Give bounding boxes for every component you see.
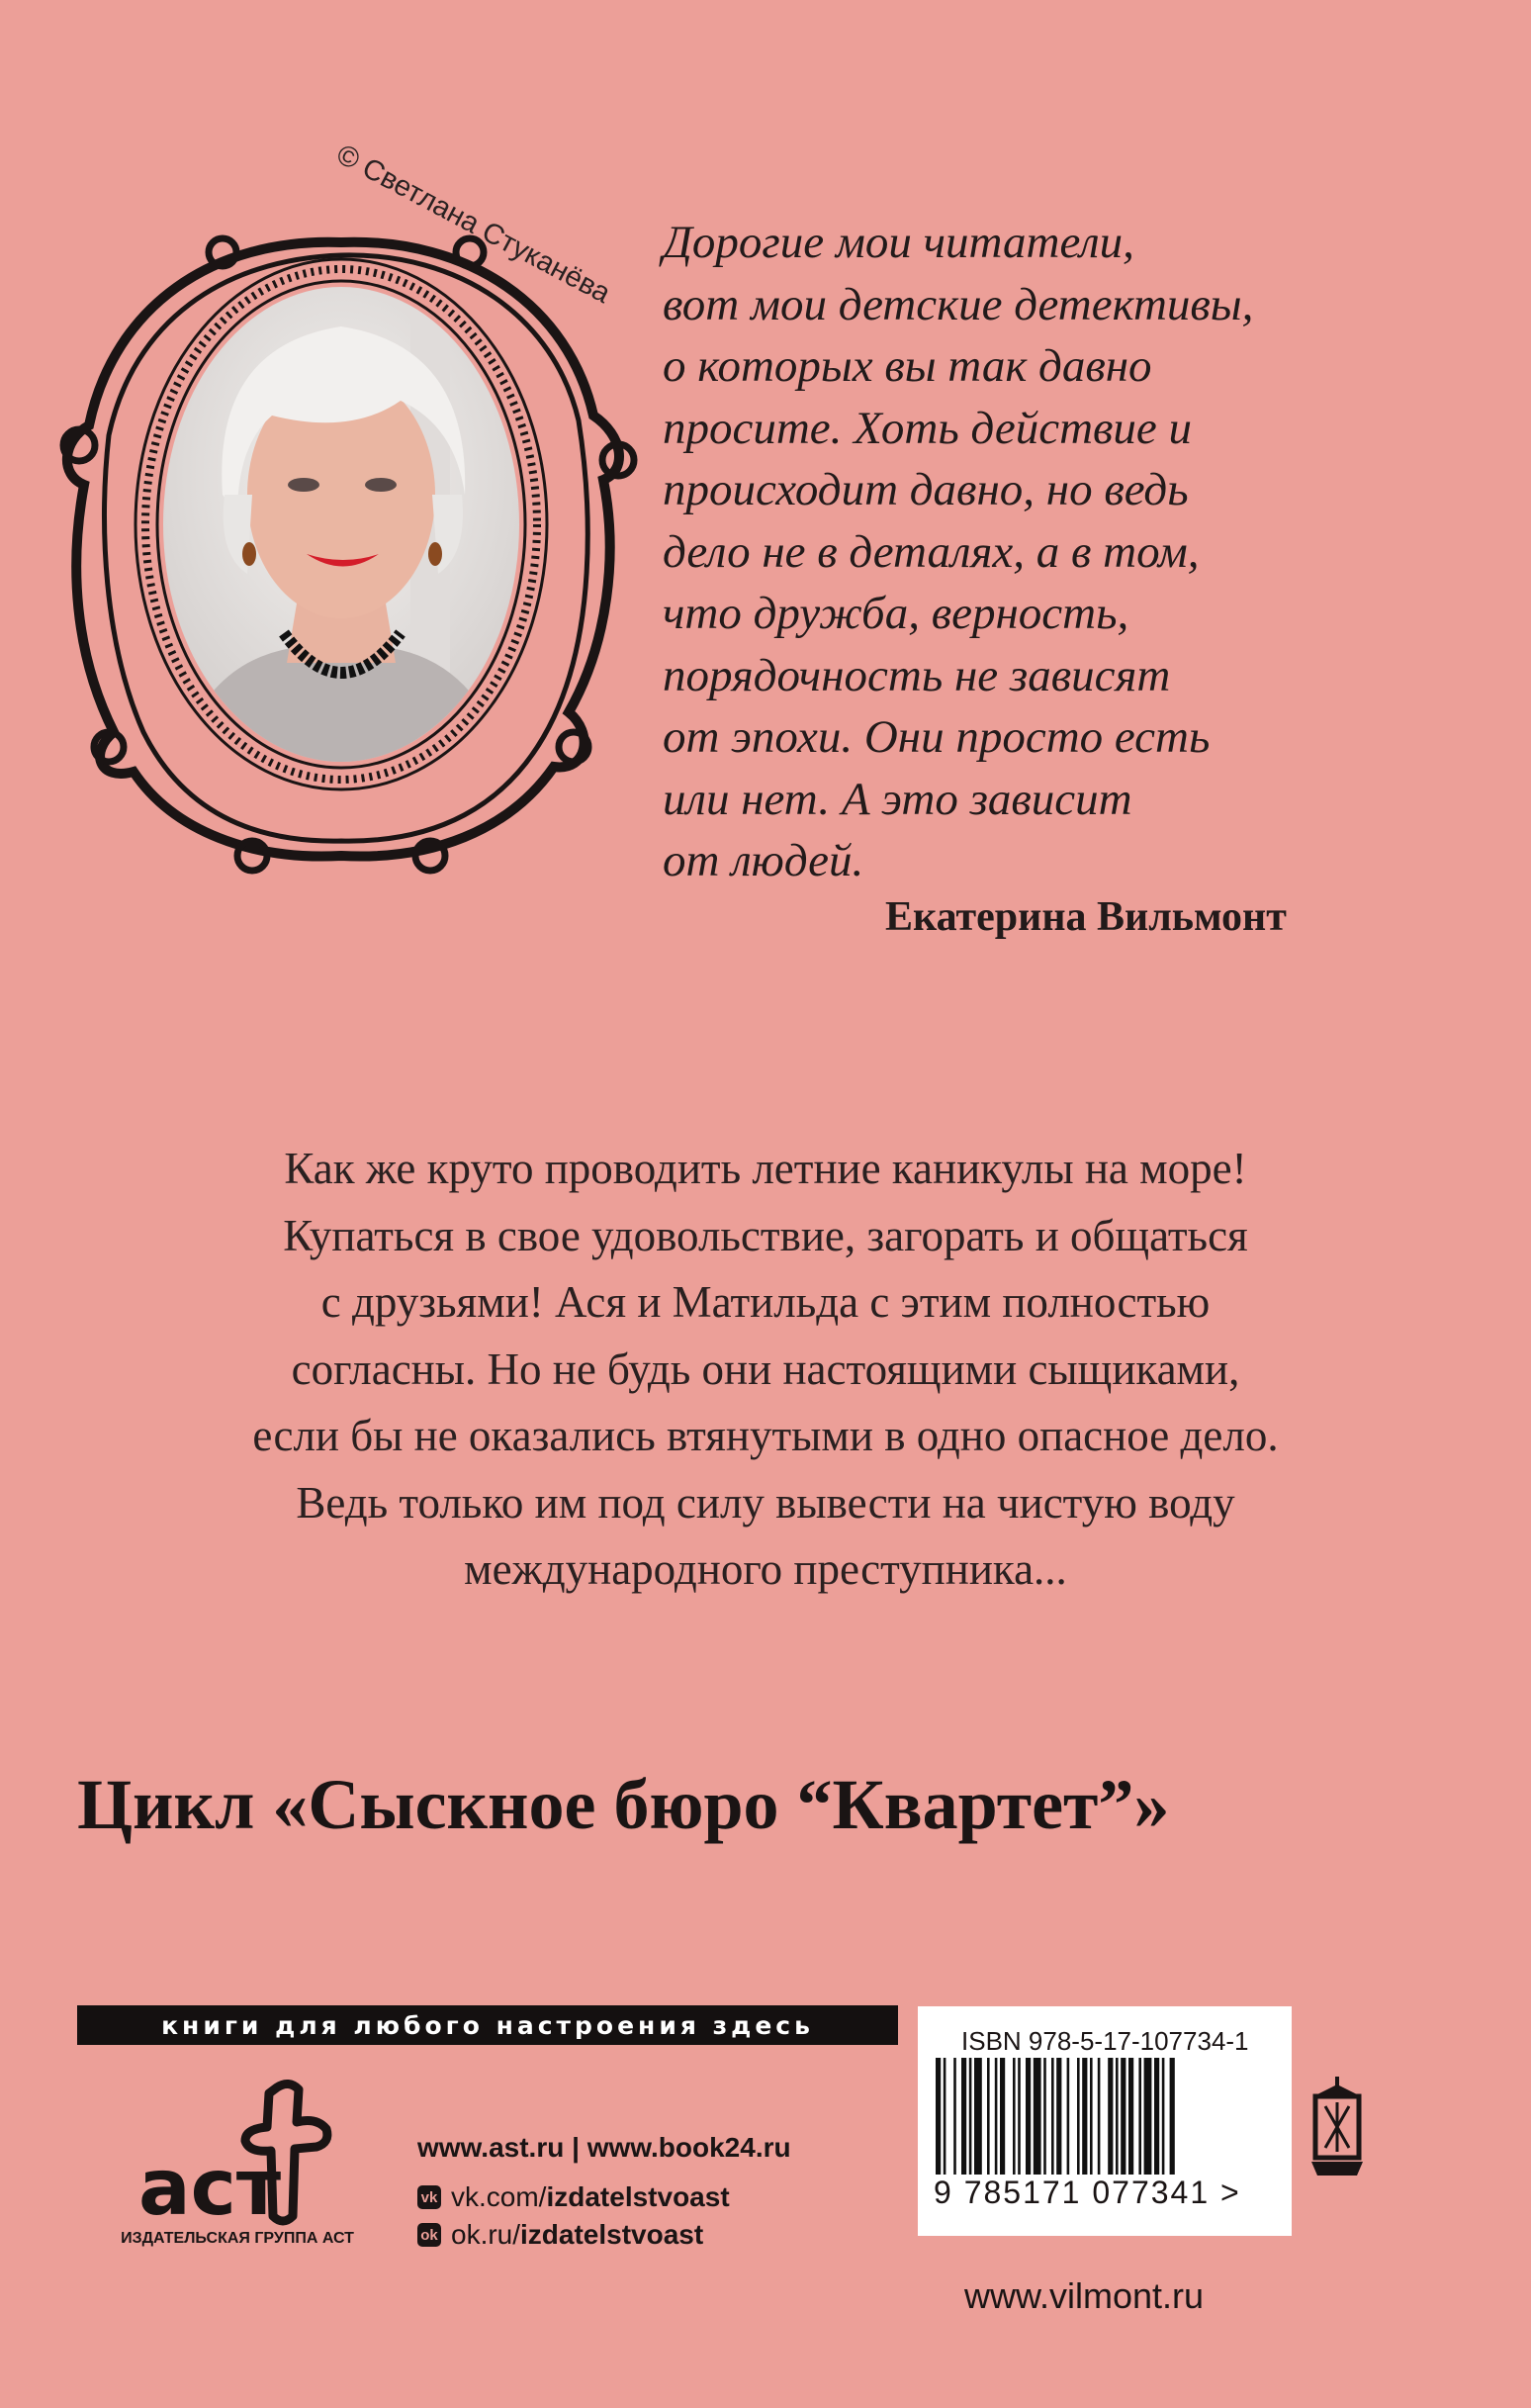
publisher-sites[interactable]: www.ast.ru | www.book24.ru bbox=[417, 2132, 791, 2163]
quote-line: или нет. А это зависит bbox=[663, 773, 1132, 825]
barcode-digits: 9 785171 077341 > bbox=[934, 2175, 1241, 2210]
author-quote bbox=[663, 212, 1434, 892]
barcode-bar bbox=[1170, 2058, 1175, 2175]
isbn: ISBN 978-5-17-107734-1 bbox=[961, 2026, 1249, 2056]
series-title: Цикл «Сыскное бюро “Квартет”» bbox=[77, 1765, 1170, 1844]
barcode-bar bbox=[1121, 2058, 1126, 2175]
barcode-bar bbox=[1144, 2058, 1152, 2175]
barcode-bar bbox=[936, 2058, 941, 2175]
photo-credit: © Светлана Стуканёва bbox=[330, 139, 616, 311]
quote-line: о которых вы так давно bbox=[663, 340, 1152, 392]
barcode-bar bbox=[1077, 2058, 1080, 2175]
barcode-bar bbox=[1056, 2058, 1061, 2175]
ok-link[interactable] bbox=[417, 2219, 703, 2251]
barcode-bar bbox=[974, 2058, 982, 2175]
slogan-bar: книги для любого настроения здесь bbox=[77, 2005, 898, 2045]
barcode-bar bbox=[969, 2058, 972, 2175]
ast-logo bbox=[129, 2068, 346, 2236]
vk-prefix: vk.com/ bbox=[451, 2181, 547, 2212]
barcode-bar bbox=[1128, 2058, 1133, 2175]
ok-handle: izdatelstvoast bbox=[520, 2219, 704, 2250]
quote-line: что дружба, верность, bbox=[663, 588, 1129, 639]
quote-line: просите. Хоть действие и bbox=[663, 402, 1193, 454]
barcode-bar bbox=[1043, 2058, 1046, 2175]
annotation-line: международного преступника... bbox=[464, 1544, 1067, 1594]
quote-line: происходит давно, но ведь bbox=[663, 464, 1189, 515]
barcode-bar bbox=[1034, 2058, 1041, 2175]
barcode-bar bbox=[1082, 2058, 1087, 2175]
barcode-bar bbox=[987, 2058, 990, 2175]
quote-line: вот мои детские детективы, bbox=[663, 278, 1254, 330]
annotation-line: если бы не оказались втянутыми в одно опасное дело. bbox=[252, 1411, 1279, 1460]
barcode-bar bbox=[1013, 2058, 1016, 2175]
barcode-bar bbox=[1051, 2058, 1054, 2175]
quote-line: порядочность не зависят bbox=[663, 649, 1171, 701]
barcode-bar bbox=[1000, 2058, 1005, 2175]
quote-author: Екатерина Вильмонт bbox=[885, 894, 1287, 940]
barcode-bar bbox=[961, 2058, 966, 2175]
publisher-name: ИЗДАТЕЛЬСКАЯ ГРУППА АСТ bbox=[121, 2230, 354, 2247]
annotation-line: Купаться в свое удовольствие, загорать и общаться bbox=[283, 1210, 1248, 1260]
annotation-line: Ведь только им под силу вывести на чистую воду bbox=[296, 1477, 1235, 1528]
barcode-bar bbox=[1018, 2058, 1021, 2175]
portrait-photo bbox=[153, 277, 529, 772]
barcode-bar bbox=[1067, 2058, 1070, 2175]
annotation-line: с друзьями! Ася и Матильда с этим полностью bbox=[320, 1277, 1211, 1327]
author-portrait bbox=[54, 198, 648, 890]
annotation-line: согласны. Но не будь они настоящими сыщиками, bbox=[291, 1343, 1240, 1394]
quote-line: дело не в деталях, а в том, bbox=[663, 525, 1200, 578]
quote-line: от людей. bbox=[663, 835, 864, 886]
vk-icon: vk bbox=[417, 2185, 441, 2209]
barcode-bar bbox=[1108, 2058, 1113, 2175]
ok-icon: ok bbox=[417, 2223, 441, 2247]
quote-line: Дорогие мои читатели, bbox=[663, 217, 1134, 268]
lantern-icon bbox=[1307, 2073, 1367, 2181]
annotation-line: Как же круто проводить летние каникулы на море! bbox=[284, 1144, 1247, 1193]
barcode-bar bbox=[944, 2058, 946, 2175]
vk-handle: izdatelstvoast bbox=[546, 2181, 730, 2212]
barcode-bar bbox=[1138, 2058, 1141, 2175]
vk-link[interactable] bbox=[417, 2181, 730, 2213]
barcode-bar bbox=[995, 2058, 998, 2175]
ast-logo-text: аст bbox=[138, 2144, 282, 2233]
barcode-bar bbox=[1098, 2058, 1101, 2175]
barcode-bar bbox=[1116, 2058, 1119, 2175]
barcode-bar bbox=[1162, 2058, 1165, 2175]
barcode-bar bbox=[1090, 2058, 1093, 2175]
ok-prefix: ok.ru/ bbox=[451, 2219, 521, 2250]
quote-line: от эпохи. Они просто есть bbox=[663, 711, 1211, 763]
barcode-bar bbox=[1154, 2058, 1159, 2175]
book-annotation bbox=[69, 1136, 1462, 1604]
author-site-link[interactable]: www.vilmont.ru bbox=[964, 2275, 1205, 2316]
barcode-bar bbox=[953, 2058, 956, 2175]
barcode-bar bbox=[1026, 2058, 1031, 2175]
